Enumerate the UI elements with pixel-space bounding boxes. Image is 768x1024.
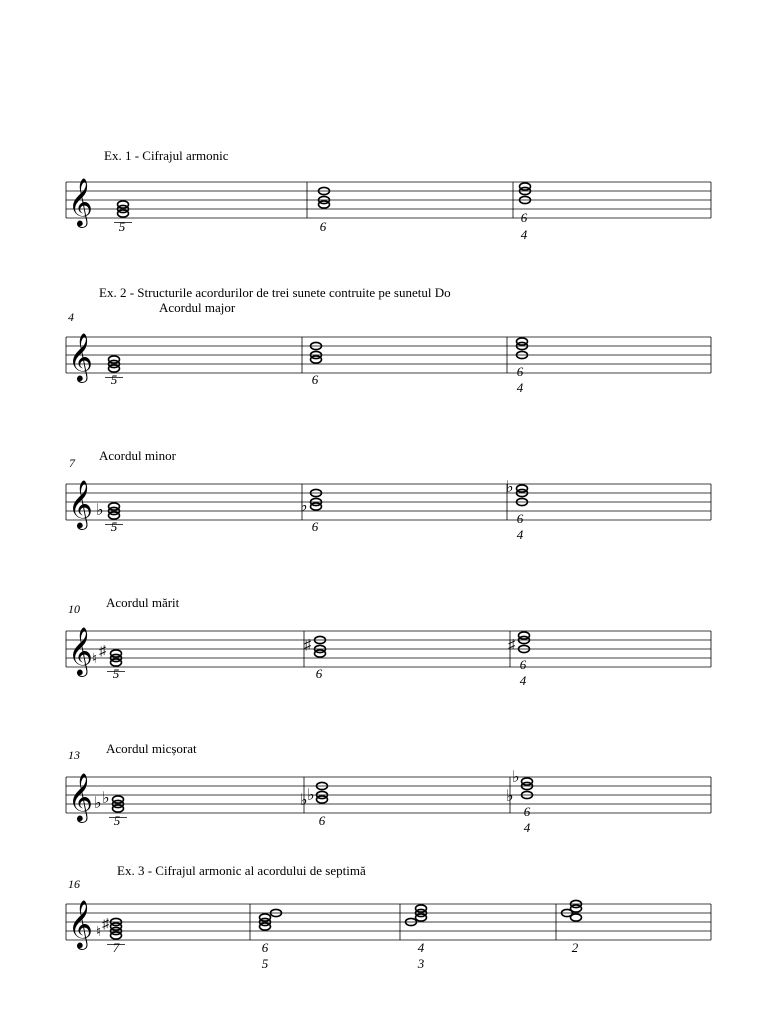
treble-clef-icon: 𝄞 [68, 479, 93, 528]
chord-first-inversion [317, 782, 328, 803]
chord-first-inversion [311, 489, 322, 510]
figure-2: 2 [571, 940, 579, 955]
figure-6: 6 [318, 813, 326, 828]
chord-seventh-first-inversion [260, 909, 282, 930]
flat-icon: ♭ [506, 788, 514, 805]
figure-5: 5 [113, 813, 121, 828]
treble-clef-icon: 𝄞 [68, 332, 93, 381]
measure-number: 7 [69, 456, 75, 470]
figure-4-lower: 4 [516, 380, 524, 395]
treble-clef-icon: 𝄞 [68, 626, 93, 675]
example-2-subtitle: Acordul major [159, 300, 236, 315]
figure-5: 5 [112, 666, 120, 681]
chord-first-inversion [315, 636, 326, 657]
figure-4-lower: 4 [516, 527, 524, 542]
figure-5: 5 [110, 372, 118, 387]
natural-icon: ♮ [96, 925, 102, 940]
sharp-icon: ♯ [102, 917, 109, 932]
figure-5: 5 [110, 519, 118, 534]
chord-seventh-second-inversion [406, 905, 427, 926]
chord-first-inversion [319, 187, 330, 208]
flat-icon: ♭ [307, 787, 315, 804]
chord-second-inversion [517, 485, 528, 506]
figure-4-lower: 4 [519, 673, 527, 688]
measure-number: 16 [68, 877, 80, 891]
figure-4-upper: 4 [417, 940, 425, 955]
figure-6: 6 [315, 666, 323, 681]
chord-second-inversion [517, 338, 528, 359]
flat-icon: ♭ [300, 498, 308, 515]
flat-icon: ♭ [96, 502, 104, 519]
flat-icon: ♭ [512, 769, 520, 786]
natural-icon: ♮ [92, 652, 98, 667]
flat-icon: ♭ [94, 795, 102, 812]
sharp-icon: ♯ [99, 644, 106, 659]
staff-lines [66, 182, 711, 218]
figure-6: 6 [311, 372, 319, 387]
chord-first-inversion [311, 342, 322, 363]
figure-4-lower: 4 [520, 227, 528, 242]
augmented-title: Acordul mărit [106, 595, 180, 610]
figure-5-lower: 5 [261, 956, 269, 971]
measure-number: 10 [68, 602, 80, 616]
figure-6-upper: 6 [516, 511, 524, 526]
figure-6-upper: 6 [519, 657, 527, 672]
measure-number: 4 [68, 310, 74, 324]
chord-second-inversion [519, 632, 530, 653]
diminished-title: Acordul micșorat [106, 741, 197, 756]
figure-6-upper: 6 [516, 364, 524, 379]
chord-second-inversion [522, 778, 533, 799]
figure-6: 6 [311, 519, 319, 534]
figure-5: 5 [118, 219, 126, 234]
measure-number: 13 [68, 748, 80, 762]
chord-seventh-third-inversion [562, 900, 582, 921]
treble-clef-icon: 𝄞 [68, 772, 93, 821]
figure-6: 6 [319, 219, 327, 234]
example-2-title: Ex. 2 - Structurile acordurilor de trei sunete contruite pe sunetul Do [99, 285, 451, 300]
figure-4-lower: 4 [523, 820, 531, 835]
treble-clef-icon: 𝄞 [68, 899, 93, 948]
flat-icon: ♭ [300, 792, 308, 809]
figure-7: 7 [112, 940, 120, 955]
figure-6-upper: 6 [520, 210, 528, 225]
example-3-title: Ex. 3 - Cifrajul armonic al acordului de septimă [117, 863, 366, 878]
sharp-icon: ♯ [508, 638, 515, 653]
minor-title: Acordul minor [99, 448, 176, 463]
figure-6-upper: 6 [261, 940, 269, 955]
flat-icon: ♭ [506, 479, 514, 496]
figure-3-lower: 3 [417, 956, 425, 971]
treble-clef-icon: 𝄞 [68, 177, 93, 226]
chord-second-inversion [520, 183, 531, 204]
flat-icon: ♭ [102, 790, 110, 807]
figure-6-upper: 6 [523, 804, 531, 819]
example-1-title: Ex. 1 - Cifrajul armonic [104, 148, 229, 163]
sharp-icon: ♯ [304, 638, 311, 653]
